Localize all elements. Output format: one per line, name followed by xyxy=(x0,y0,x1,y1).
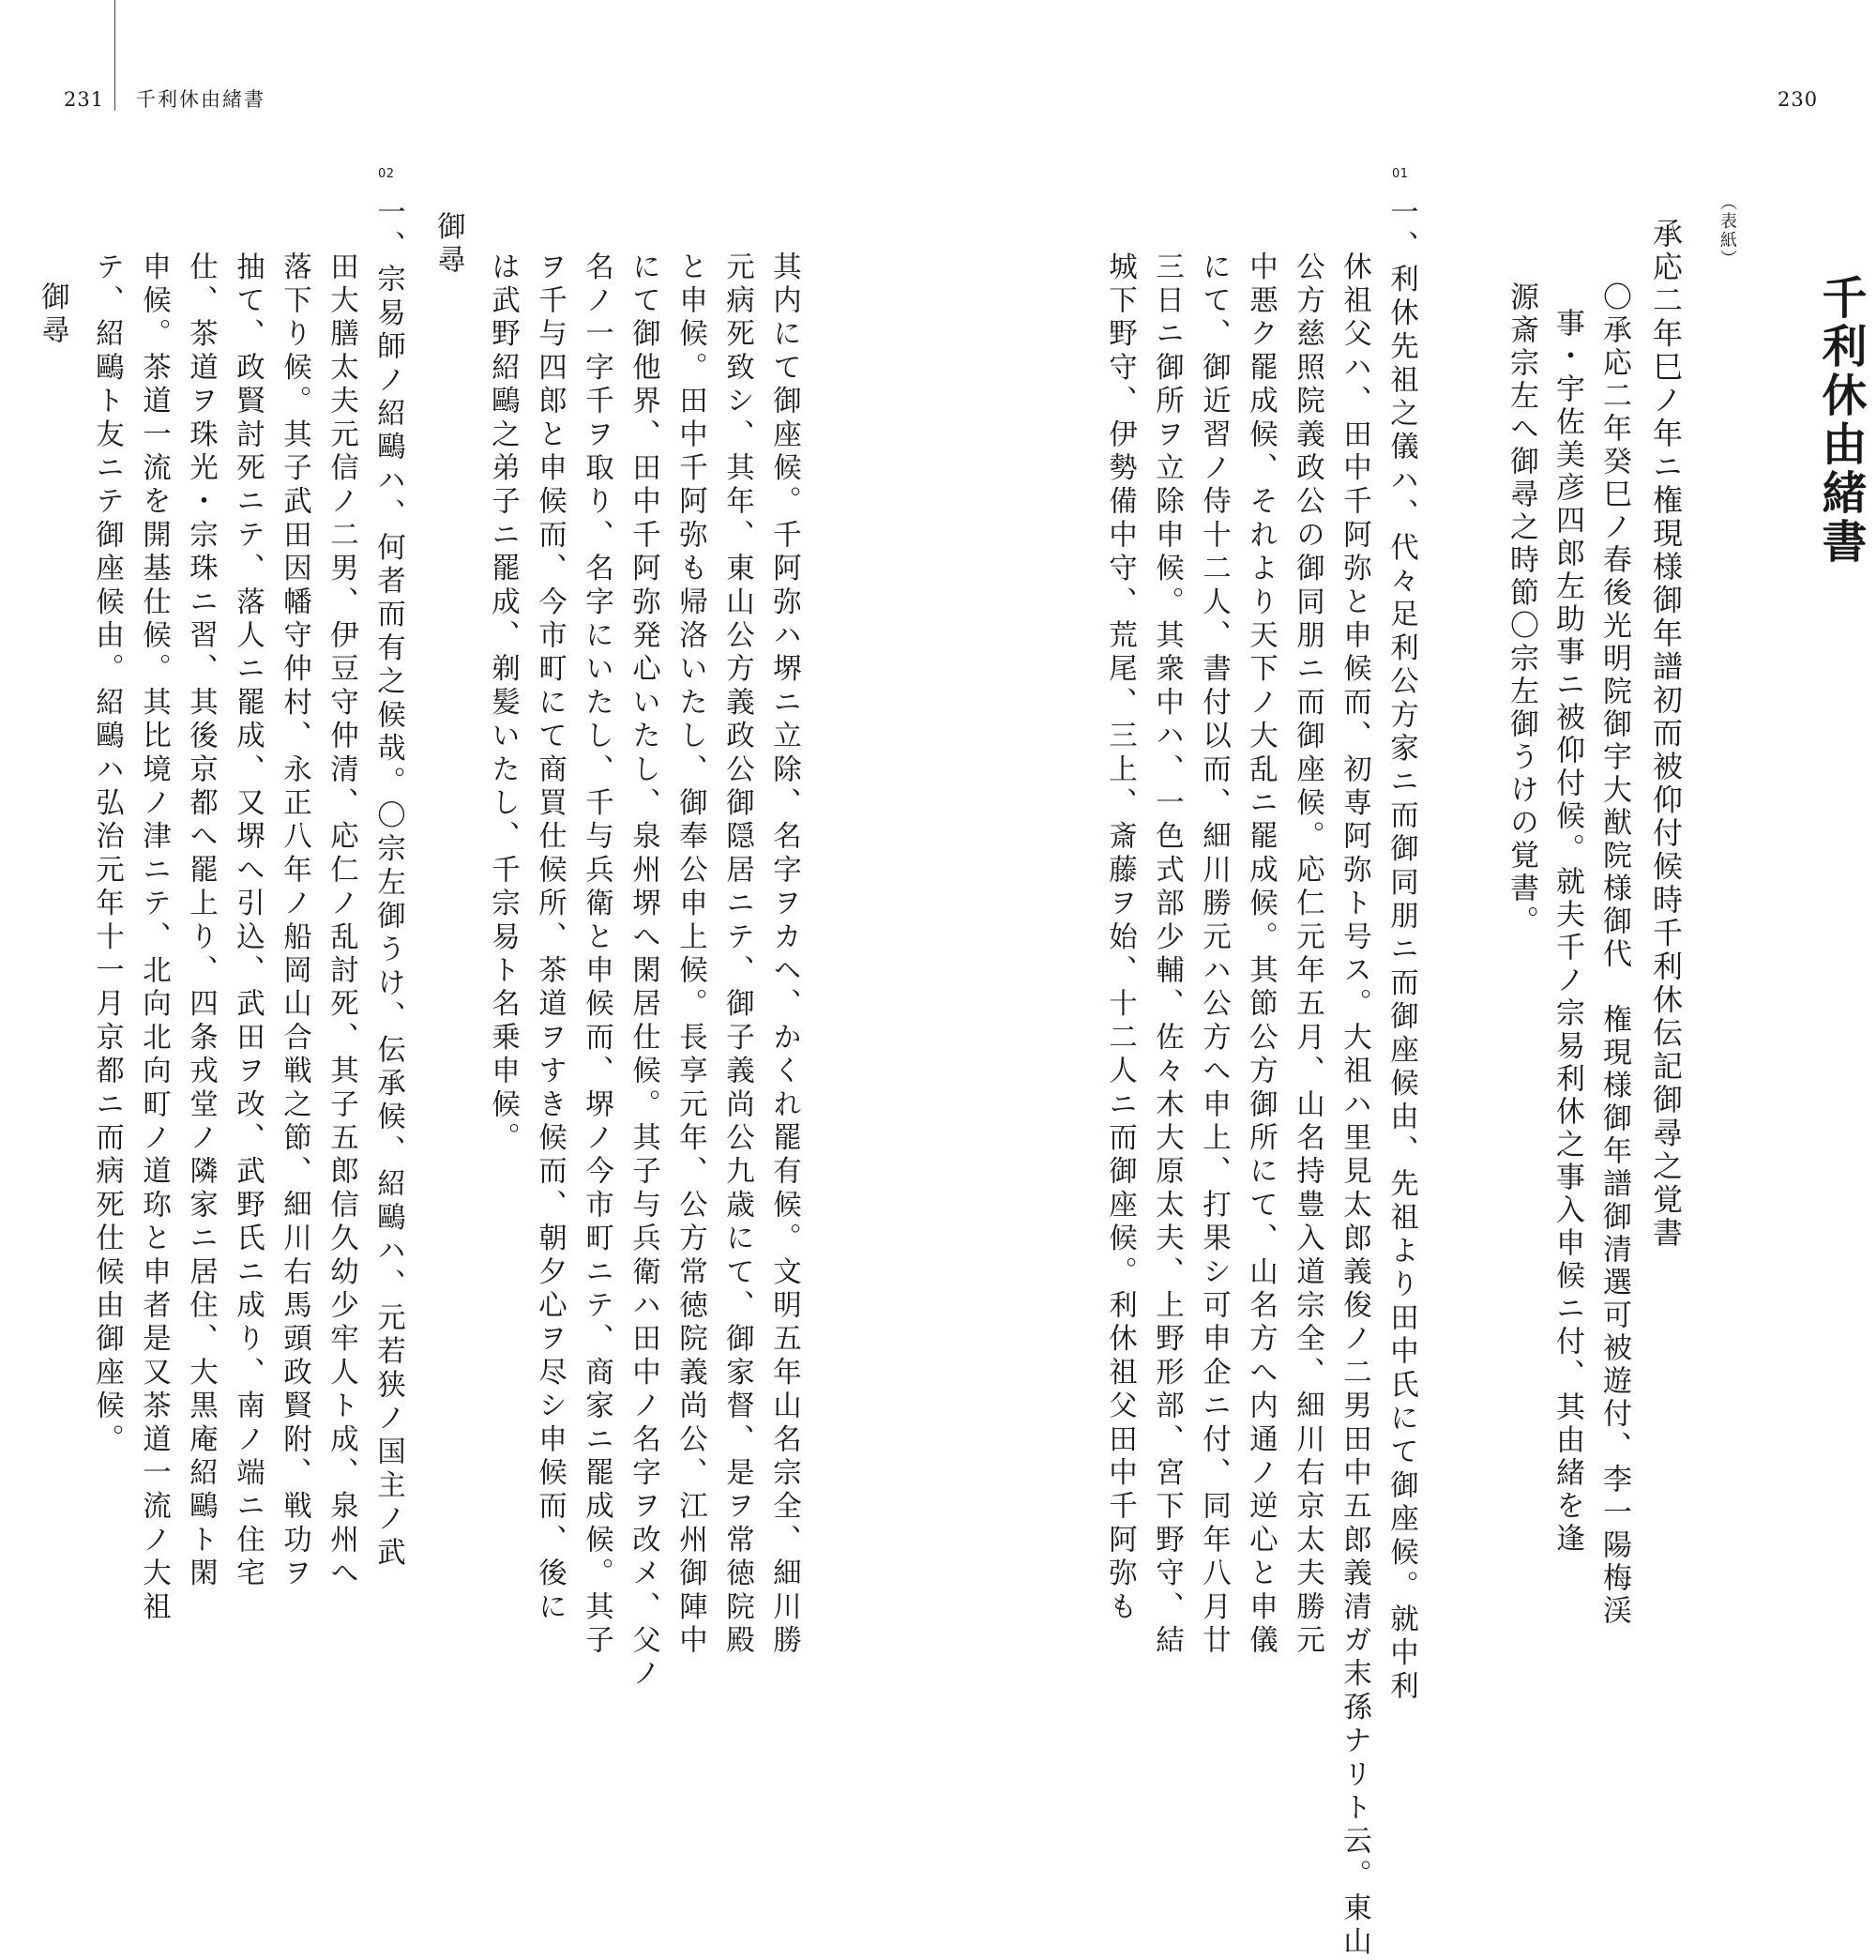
body-column: 休祖父ハ、田中千阿弥と申候而、初専阿弥ト号ス。大祖ハ里見太郎義俊ノ二男田中五郎義清ガ末孫ナリト云。東山 xyxy=(1338,251,1371,1960)
question-heading: 御尋 xyxy=(431,211,465,279)
preface-line-3: 源斎宗左へ御尋之時節〇宗左御うけの覚書。 xyxy=(1505,281,1538,938)
section-number-02: 02 xyxy=(378,167,395,181)
document-title: 千利休由緒書 xyxy=(1814,274,1867,567)
body-column: 一、宗易師ノ紹鷗ハ、何者而有之候哉。〇宗左御うけ、伝承候、紹鷗ハ、元若狭ノ国主ノ武 xyxy=(371,197,405,1571)
question-heading: 御尋 xyxy=(36,281,69,349)
body-column: ヲ千与四郎と申候而、今市町にて商買仕候所、茶道ヲすき候而、朝夕心ヲ尽シ申候而、後に xyxy=(533,251,567,1625)
body-column: 申候。茶道一流を開基仕候。其比境ノ津ニテ、北向北向町ノ道珎と申者是又茶道一流ノ大祖 xyxy=(137,251,171,1625)
preface-line-1: 〇承応二年癸巳ノ春後光明院御宇大猷院様御代 権現様御年譜御清選可被遊付、李一陽梅渓 xyxy=(1597,281,1631,1628)
body-column: 三日ニ御所ヲ立除申候。其衆中ハ、一色式部少輔、佐々木大原太夫、上野形部、宮下野守、結 xyxy=(1150,251,1184,1659)
page-number-right: 230 xyxy=(1778,88,1819,111)
body-column: テ、紹鷗ト友ニテ御座候由。紹鷗ハ弘治元年十一月京都ニ而病死仕候由御座候。 xyxy=(90,251,124,1458)
body-column: 中悪ク罷成候、それより天下ノ大乱ニ罷成候。其節公方御所にて、山名方へ内通ノ逆心と申儀 xyxy=(1244,251,1278,1659)
body-column: は武野紹鷗之弟子ニ罷成、剃髪いたし、千宗易ト名乗申候。 xyxy=(486,251,520,1156)
body-column: 其内にて御座候。千阿弥ハ堺ニ立除、名字ヲカヘ、かくれ罷有候。文明五年山名宗全、細川勝 xyxy=(767,251,801,1659)
section-number-01: 01 xyxy=(1392,167,1409,181)
body-column: にて、御近習ノ侍十二人、書付以而、細川勝元ハ公方へ申上、打果シ可申企ニ付、同年八月廿 xyxy=(1197,251,1231,1659)
body-column: 仕、茶道ヲ珠光・宗珠ニ習、其後京都へ罷上り、四条戎堂ノ隣家ニ居住、大黒庵紹鷗ト閑 xyxy=(184,251,218,1591)
cover-label: （表紙） xyxy=(1717,193,1737,268)
body-column: 城下野守、伊勢備中守、荒尾、三上、斎藤ヲ始、十二人ニ而御座候。利休祖父田中千阿弥も xyxy=(1103,251,1137,1625)
preface-line-2: 事・宇佐美彦四郎左助事ニ被仰付候。就夫千ノ宗易利休之事入申候ニ付、其由緒を逢 xyxy=(1551,308,1584,1556)
running-head: 千利休由緒書 xyxy=(136,88,265,111)
page-number-left: 231 xyxy=(64,88,105,111)
cover-title: 承応二年巳ノ年ニ権現様御年譜初而被仰付候時千利休伝記御尋之覚書 xyxy=(1648,218,1684,1251)
body-column: 落下り候。其子武田因幡守仲村、永正八年ノ船岡山合戦之節、細川右馬頭政賢附、戦功ヲ xyxy=(278,251,311,1591)
body-column: 名ノ一字千ヲ取り、名字にいたし、千与兵衛と申候而、堺ノ今市町ニテ、商家ニ罷成候。其子 xyxy=(580,251,613,1659)
body-column: 抽て、政賢討死ニテ、落人ニ罷成、又堺へ引込、武田ヲ改、武野氏ニ成り、南ノ端ニ住宅 xyxy=(231,251,265,1591)
body-column: にて御他界、田中千阿弥発心いたし、泉州堺へ閑居仕候。其子与兵衛ハ田中ノ名字ヲ改メ、父ノ xyxy=(627,251,660,1693)
body-column: 公方慈照院義政公の御同朋ニ而御座候。応仁元年五月、山名持豊入道宗全、細川右京太夫勝元 xyxy=(1291,251,1324,1659)
body-column: 一、利休先祖之儀ハ、代々足利公方家ニ而御同朋ニ而御座候由、先祖より田中氏にて御座候。就中利 xyxy=(1384,197,1418,1705)
body-column: 元病死致シ、其年、東山公方義政公御隠居ニテ、御子義尚公九歳にて、御家督、是ヲ常徳院殿 xyxy=(720,251,754,1659)
body-column: 田大膳太夫元信ノ二男、伊豆守仲清、応仁ノ乱討死、其子五郎信久幼少牢人ト成、泉州へ xyxy=(325,251,358,1591)
body-column: と申候。田中千阿弥も帰洛いたし、御奉公申上候。長享元年、公方常徳院義尚公、江州御陣中 xyxy=(673,251,707,1659)
gutter-rule xyxy=(114,0,115,111)
